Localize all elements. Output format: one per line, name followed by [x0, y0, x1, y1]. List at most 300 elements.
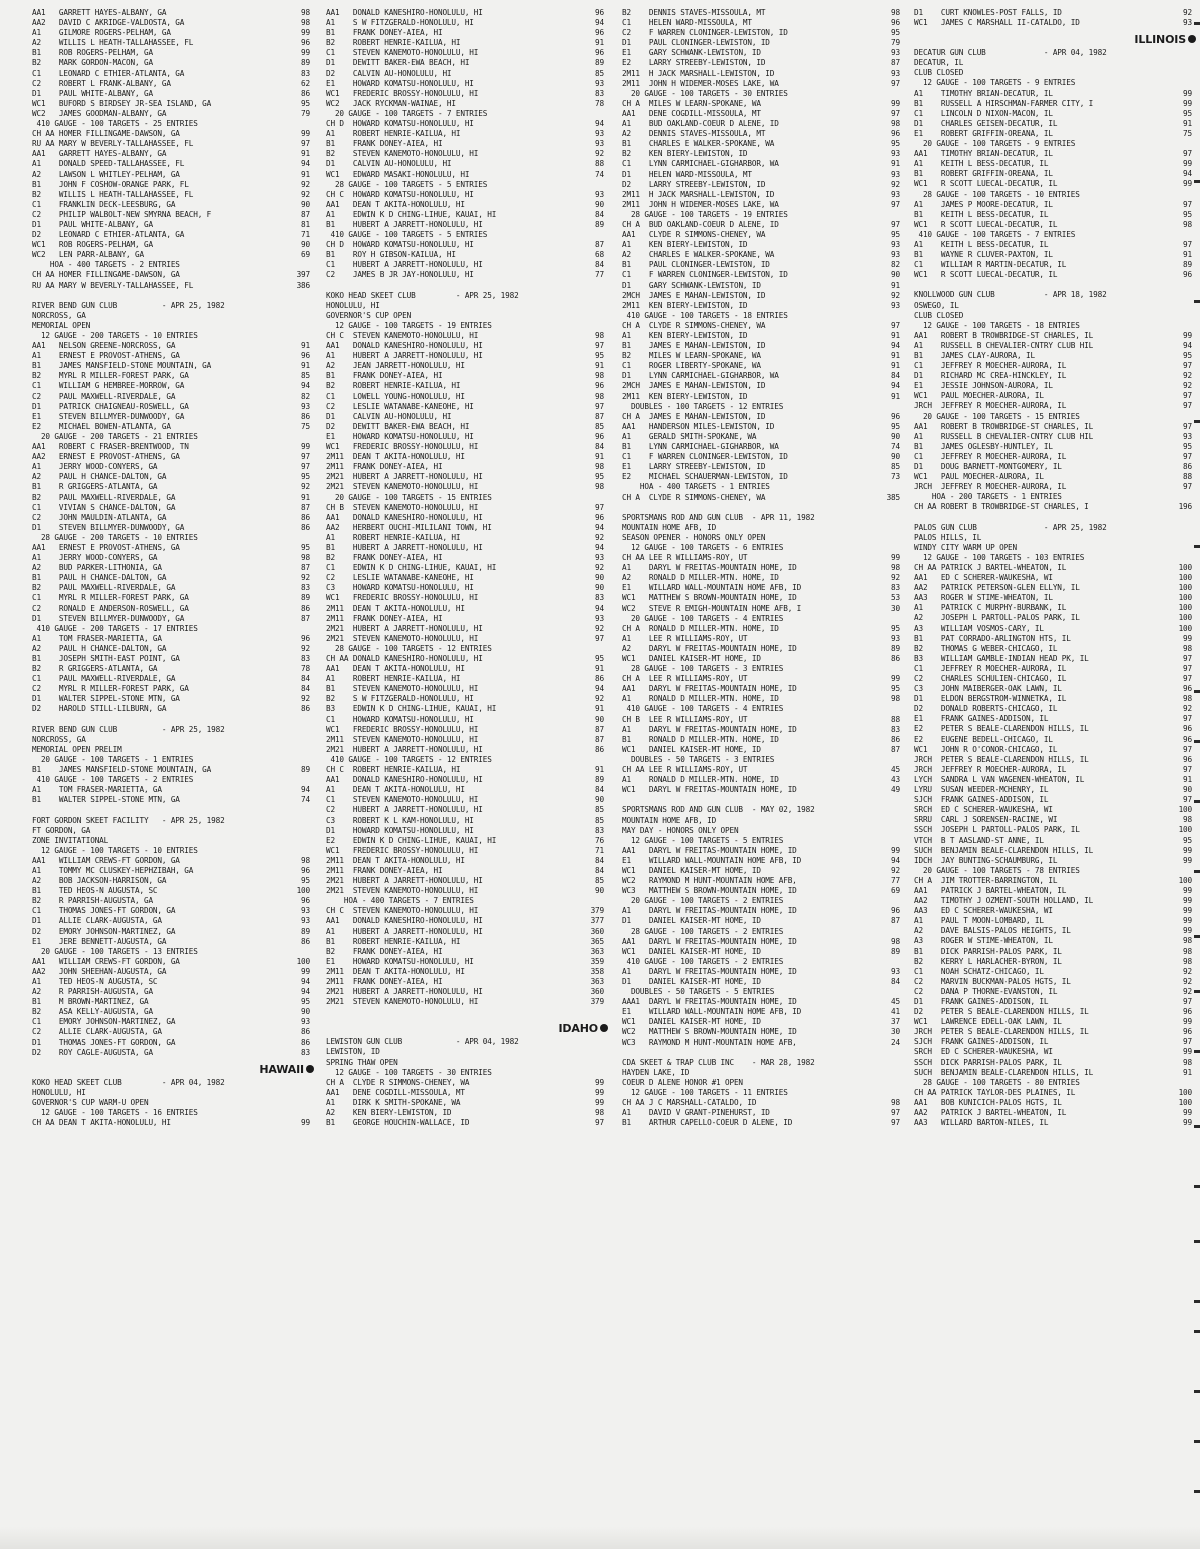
result-row [326, 583, 614, 593]
shooter-name: LARRY STREEBY-LEWISTON, ID [648, 58, 766, 68]
score: 90 [595, 714, 604, 724]
result-row [326, 725, 614, 735]
result-row [326, 139, 614, 149]
shooter-name: DIRK K SMITH-SPOKANE, WA [352, 1097, 461, 1107]
shooter-name: EDWARD MASAKI-HONOLULU, HI [352, 169, 470, 179]
score: 95 [1183, 108, 1192, 118]
class-code: A1 [326, 18, 353, 28]
shooter-name: DONALD KANESHIRO-HONOLULU, HI [352, 916, 483, 926]
score: 87 [595, 734, 604, 744]
margin-tick [1194, 1050, 1200, 1053]
result-row [914, 785, 1200, 795]
score: 98 [891, 694, 900, 704]
result-row [326, 351, 614, 361]
shooter-name: ROBERT HENRIE-KAILUA, HI [352, 674, 461, 684]
shooter-name: SUSAN WEEDER-MCHENRY, IL [940, 785, 1049, 795]
shooter-name: TIMOTHY BRIAN-DECATUR, IL [940, 149, 1053, 159]
result-row [622, 260, 910, 270]
class-code: E1 [326, 431, 353, 441]
shooter-name: ERNEST E PROVOST-ATHENS, GA [58, 452, 180, 462]
shooter-name: LYNN CARMICHAEL-GIGHARBOR, WA [648, 442, 779, 452]
result-row [914, 502, 1200, 512]
score: 91 [1183, 1067, 1192, 1077]
shooter-name: ROGER W STIME-WHEATON, IL [940, 593, 1053, 603]
shooter-name: DONALD KANESHIRO-HONOLULU, HI [352, 341, 483, 351]
score: 86 [301, 603, 310, 613]
result-row [622, 644, 910, 654]
result-row [32, 927, 320, 937]
result-row [914, 119, 1200, 129]
score: 83 [595, 593, 604, 603]
class-code: AA1 [914, 330, 941, 340]
result-row [622, 674, 910, 684]
shooter-name: PAUL MAXWELL-RIVERDALE, GA [58, 391, 176, 401]
section-heading: 410 GAUGE - 100 TARGETS - 25 ENTRIES [32, 119, 198, 129]
result-row [32, 170, 320, 180]
score: 94 [301, 381, 310, 391]
score: 97 [891, 78, 900, 88]
section-heading: 20 GAUGE - 100 TARGETS - 9 ENTRIES [914, 139, 1076, 149]
shooter-name: KEN BIERY-LEWISTON, ID [648, 331, 748, 340]
score: 98 [301, 18, 310, 28]
class-code: WC1 [914, 744, 941, 754]
class-code: D1 [914, 997, 941, 1006]
result-row [326, 371, 614, 381]
class-code: A2 [622, 129, 649, 139]
shooter-name: LAWRENCE EDELL-OAK LAWN, IL [940, 1017, 1062, 1027]
shooter-name: PETER S BEALE-CLARENDON HILLS, IL [940, 724, 1089, 734]
class-code: C1 [622, 452, 649, 462]
result-row [622, 250, 910, 260]
score: 358 [590, 966, 604, 976]
score: 91 [891, 391, 900, 401]
shooter-name: HOWARD KOMATSU-HONOLULU, HI [352, 240, 474, 250]
result-row [32, 937, 320, 947]
score: 99 [1183, 916, 1192, 926]
result-row [326, 452, 614, 462]
class-code: C1 [32, 381, 59, 391]
result-row [326, 361, 614, 371]
result-row [622, 765, 910, 775]
result-row [326, 573, 614, 583]
class-code: C2 [32, 512, 59, 522]
shooter-name: STEVEN BILLMYER-DUNWOODY, GA [58, 522, 185, 532]
shooter-name: WILLARD WALL-MOUNTAIN HOME AFB, ID [648, 1007, 802, 1017]
class-code: A1 [326, 129, 353, 139]
section-heading: 28 GAUGE - 200 TARGETS - 10 ENTRIES [32, 532, 198, 542]
score: 97 [1183, 401, 1192, 411]
score: 93 [891, 68, 900, 78]
class-code: AA2 [32, 966, 59, 976]
spacer [622, 503, 910, 513]
result-row [326, 906, 614, 916]
score: 94 [301, 785, 310, 795]
score: 90 [301, 1007, 310, 1017]
class-code: A1 [914, 340, 941, 350]
shooter-name: STEVEN KANEMOTO-HONOLULU, HI [352, 633, 479, 643]
score: 93 [301, 906, 310, 916]
shooter-name: CHARLES GEISEN-DECATUR, IL [940, 118, 1058, 128]
class-code: JRCH [914, 401, 941, 411]
class-code: A1 [326, 785, 353, 795]
class-code: 2M11 [326, 452, 353, 462]
class-code: A2 [32, 38, 59, 48]
class-code: B1 [914, 169, 941, 179]
section-heading: 28 GAUGE - 100 TARGETS - 2 ENTRIES [622, 926, 784, 936]
shooter-name: PAUL CLONINGER-LEWISTON, ID [648, 38, 770, 48]
score: 98 [1183, 936, 1192, 946]
result-row [326, 664, 614, 674]
score: 99 [301, 966, 310, 976]
shooter-name: FRANK DONEY-AIEA, HI [352, 613, 443, 623]
class-code: CH A [326, 1077, 353, 1087]
result-row [622, 58, 910, 68]
shooter-name: R PARRISH-AUGUSTA, GA [58, 987, 153, 997]
shooter-name: RONALD E ANDERSON-ROSWELL, GA [58, 603, 189, 613]
result-row [32, 270, 320, 280]
shooter-name: RICHARD MC CREA-HINCKLEY, IL [940, 371, 1067, 381]
class-code: D1 [914, 371, 941, 381]
shooter-name: DONALD KANESHIRO-HONOLULU, HI [352, 512, 483, 522]
class-code: E1 [914, 714, 941, 724]
class-code: WC1 [622, 785, 649, 795]
class-code: A2 [32, 472, 59, 482]
class-code: C2 [32, 603, 59, 613]
result-row [622, 593, 910, 603]
score: 97 [301, 139, 310, 149]
score: 85 [595, 876, 604, 886]
result-row [32, 351, 320, 361]
result-row [32, 392, 320, 402]
result-row [326, 916, 614, 926]
shooter-name: NOAH SCHATZ-CHICAGO, IL [940, 966, 1044, 976]
result-row [914, 1037, 1200, 1047]
score: 91 [301, 492, 310, 502]
class-code: CH AA [32, 1118, 59, 1128]
class-code: B2 [32, 664, 59, 674]
section-heading: CLUB CLOSED [914, 68, 964, 78]
shooter-name: JAMES E MAHAN-LEWISTON, ID [648, 341, 766, 351]
class-code: D2 [32, 704, 59, 714]
class-code: B2 [32, 492, 59, 502]
result-row [914, 169, 1200, 179]
class-code: AA1 [622, 230, 649, 240]
result-row [914, 260, 1200, 270]
class-code: D1 [326, 825, 353, 835]
class-code: WC1 [326, 442, 353, 452]
shooter-name: DARYL W FREITAS-MOUNTAIN HOME, ID [648, 643, 797, 653]
score: 360 [590, 926, 604, 936]
result-row [326, 99, 614, 109]
class-code: AA1 [622, 684, 649, 694]
score: 92 [301, 189, 310, 199]
class-code: A1 [326, 926, 353, 936]
class-code: E2 [326, 835, 353, 845]
score: 71 [301, 230, 310, 240]
shooter-name: FRANK DONEY-AIEA, HI [352, 371, 443, 381]
result-row [32, 674, 320, 684]
class-code: A2 [32, 169, 59, 179]
result-row [622, 220, 910, 230]
class-code: SSCH [914, 1057, 941, 1067]
result-row [622, 1118, 910, 1128]
class-code: B2 [326, 553, 353, 563]
result-row [326, 412, 614, 422]
shooter-name: HUBERT A JARRETT-HONOLULU, HI [352, 987, 483, 997]
result-row [914, 1068, 1200, 1078]
shooter-name: MICHAEL SCHAUERMAN-LEWISTON, ID [648, 472, 788, 482]
result-row [326, 503, 614, 513]
spacer [326, 281, 614, 291]
class-code: A2 [326, 361, 353, 371]
score: 95 [891, 421, 900, 431]
shooter-name: DEAN T AKITA-HONOLULU, HI [352, 452, 465, 462]
score: 89 [891, 946, 900, 956]
margin-tick-marks [1188, 0, 1200, 1549]
result-row [622, 321, 910, 331]
section-heading: 12 GAUGE - 100 TARGETS - 10 ENTRIES [32, 845, 198, 855]
class-code: WC1 [326, 88, 353, 98]
class-code: CH C [326, 331, 353, 340]
result-row [622, 997, 910, 1007]
result-row [622, 159, 910, 169]
result-row [32, 422, 320, 432]
score: 91 [301, 149, 310, 159]
class-code: C2 [914, 674, 941, 683]
score: 91 [595, 361, 604, 371]
section-heading: 28 GAUGE - 100 TARGETS - 5 ENTRIES [326, 179, 488, 189]
result-row [326, 200, 614, 210]
class-code: C2 [32, 391, 59, 401]
score: 98 [891, 936, 900, 946]
score: 99 [1183, 855, 1192, 865]
score: 90 [595, 795, 604, 805]
result-row [32, 48, 320, 58]
score: 82 [301, 391, 310, 401]
shooter-name: B T AASLAND-ST ANNE, IL [940, 835, 1044, 845]
result-row [32, 573, 320, 583]
shooter-name: LYNN CARMICHAEL-GIGHARBOR, WA [648, 159, 779, 169]
result-row [914, 825, 1200, 835]
result-row [32, 523, 320, 533]
class-code: AA1 [32, 855, 59, 865]
score: 77 [595, 270, 604, 280]
score: 93 [595, 129, 604, 139]
section-heading: KOKO HEAD SKEET CLUB - APR 04, 1982 [32, 1077, 225, 1087]
class-code: WC1 [622, 865, 649, 875]
class-code: AA3 [914, 593, 941, 603]
class-code: 2M11 [326, 977, 353, 986]
shooter-name: PATRICK J BARTEL-WHEATON, IL [940, 562, 1067, 572]
shooter-name: EUGENE BEDELL-CHICAGO, IL [940, 734, 1053, 744]
result-row [32, 1007, 320, 1017]
class-code: D2 [326, 68, 353, 78]
result-row [914, 200, 1200, 210]
score: 90 [1183, 785, 1192, 795]
score: 86 [301, 512, 310, 522]
class-code: AA1 [32, 8, 59, 17]
shooter-name: KEITH L BESS-DECATUR, IL [940, 159, 1049, 169]
result-row [326, 240, 614, 250]
class-code: AA1 [326, 8, 353, 17]
spacer [326, 1007, 614, 1017]
score: 97 [1183, 391, 1192, 401]
result-row [622, 371, 910, 381]
score: 96 [595, 431, 604, 441]
shooter-name: CLYDE R SIMMONS-CHENEY, WA [648, 230, 766, 240]
class-code: CH A [622, 320, 649, 330]
score: 90 [595, 573, 604, 583]
class-code: D1 [622, 371, 649, 381]
score: 96 [301, 633, 310, 643]
margin-tick [1194, 1330, 1200, 1333]
result-row [32, 18, 320, 28]
section-heading: LEWISTON, ID [326, 1047, 380, 1057]
result-row [326, 553, 614, 563]
shooter-name: PAUL WHITE-ALBANY, GA [58, 219, 153, 229]
class-code: 2M11 [622, 199, 649, 209]
shooter-name: LEN PARR-ALBANY, GA [58, 250, 144, 260]
shooter-name: ROBERT HENRIE-KAILUA, HI [352, 38, 461, 48]
score: 90 [595, 199, 604, 209]
class-code: B1 [32, 179, 59, 189]
score: 93 [1183, 431, 1192, 441]
class-code: D1 [326, 58, 353, 68]
class-code: D2 [32, 1047, 59, 1057]
class-code: CH C [326, 189, 353, 199]
score: 76 [595, 835, 604, 845]
score: 89 [301, 58, 310, 68]
shooter-name: FRANK DONEY-AIEA, HI [352, 462, 443, 472]
score: 98 [595, 462, 604, 472]
score: 363 [590, 977, 604, 986]
shooter-name: PHILIP WALBOLT-NEW SMYRNA BEACH, F [58, 209, 212, 219]
score: 89 [301, 765, 310, 775]
shooter-name: KEN BIERY-LEWISTON, ID [648, 149, 748, 159]
class-code: WC1 [914, 270, 941, 280]
result-row [622, 452, 910, 462]
class-code: 2M21 [326, 633, 353, 643]
result-row [622, 624, 910, 634]
class-code: AA2 [326, 522, 353, 532]
shooter-name: HAROLD STILL-LILBURN, GA [58, 704, 167, 714]
shooter-name: TOM FRASER-MARIETTA, GA [58, 633, 162, 643]
score: 99 [1183, 885, 1192, 895]
class-code: C3 [326, 815, 353, 825]
score: 86 [891, 734, 900, 744]
shooter-name: GARY SCHWANK-LEWISTON, ID [648, 48, 761, 58]
result-row [622, 281, 910, 291]
score: 99 [891, 674, 900, 684]
score: 94 [595, 542, 604, 552]
shooter-name: ERNEST E PROVOST-ATHENS, GA [58, 542, 180, 552]
result-row [622, 119, 910, 129]
shooter-name: LOWELL YOUNG-HONOLULU, HI [352, 391, 465, 401]
result-row [914, 987, 1200, 997]
section-heading: 410 GAUGE - 100 TARGETS - 18 ENTRIES [622, 310, 788, 320]
shooter-name: ASA KELLY-AUGUSTA, GA [58, 1007, 153, 1017]
class-code: A1 [914, 916, 941, 926]
score: 97 [1183, 1037, 1192, 1047]
score: 91 [891, 361, 900, 371]
class-code: D1 [32, 916, 59, 926]
class-code: 2M11 [326, 855, 353, 865]
class-code: A1 [622, 563, 649, 573]
shooter-name: ROBERT GRIFFIN-OREANA, IL [940, 128, 1053, 138]
score: 83 [595, 825, 604, 835]
shooter-name: DANIEL KAISER-MT HOME, ID [648, 977, 761, 986]
result-row [32, 89, 320, 99]
score: 98 [891, 563, 900, 573]
shooter-name: DANIEL KAISER-MT HOME, ID [648, 654, 761, 663]
shooter-name: JAMES OGLESBY-HUNTLEY, IL [940, 441, 1053, 451]
shooter-name: JERRY WOOD-CONYERS, GA [58, 553, 158, 563]
result-row [326, 816, 614, 826]
shooter-name: J C MARSHALL-CATALDO, ID [648, 1098, 757, 1108]
shooter-name: FREDERIC BROSSY-HONOLULU, HI [352, 593, 479, 603]
class-code: C1 [622, 361, 649, 371]
result-row [32, 220, 320, 230]
shooter-name: JERRY WOOD-CONYERS, GA [58, 462, 158, 472]
score: 83 [301, 583, 310, 593]
margin-tick [1194, 300, 1200, 303]
class-code: A2 [326, 1108, 353, 1118]
result-row [914, 886, 1200, 896]
section-heading: SPORTSMANS ROD AND GUN CLUB - MAY 02, 1982 [622, 805, 815, 815]
class-code: AA2 [914, 896, 941, 906]
score: 69 [891, 886, 900, 896]
class-code: A1 [914, 199, 941, 209]
class-code: 2M11 [326, 462, 353, 472]
result-row [32, 513, 320, 523]
spacer [914, 513, 1200, 523]
shooter-name: FRANK DONEY-AIEA, HI [352, 977, 443, 986]
score: 94 [595, 119, 604, 129]
class-code: WC2 [622, 876, 649, 886]
shooter-name: STEVEN KANEMOTO-HONOLULU, HI [352, 997, 479, 1007]
section-heading: 20 GAUGE - 100 TARGETS - 2 ENTRIES [622, 896, 784, 906]
result-row [622, 634, 910, 644]
class-code: D1 [622, 977, 649, 986]
result-row [32, 785, 320, 795]
result-row [32, 79, 320, 89]
score: 84 [595, 865, 604, 875]
result-row [32, 503, 320, 513]
score: 86 [1183, 462, 1192, 472]
shooter-name: JAMES C MARSHALL II-CATALDO, ID [940, 18, 1080, 28]
shooter-name: PETER S BEALE-CLARENDON HILLS, IL [940, 1027, 1089, 1037]
result-row [326, 987, 614, 997]
score: 74 [301, 795, 310, 805]
score: 91 [301, 169, 310, 179]
shooter-name: STEVEN KANEMOTO-HONOLULU, HI [352, 886, 479, 896]
shooter-name: DENE COGDILL-MISSOULA, MT [352, 1087, 465, 1097]
shooter-name: STEVE R EMIGH-MOUNTAIN HOME AFB, I [648, 603, 802, 613]
score: 97 [1183, 795, 1192, 805]
class-code: C1 [326, 48, 353, 58]
shooter-name: H JACK MARSHALL-LEWISTON, ID [648, 68, 775, 78]
shooter-name: PATRICK TAYLOR-DES PLAINES, IL [940, 1087, 1076, 1097]
class-code: A2 [32, 563, 59, 573]
class-code: JRCH [914, 764, 941, 774]
class-code: A1 [622, 633, 649, 643]
shooter-name: EMORY JOHNSON-MARTINEZ, GA [58, 926, 176, 936]
result-row [914, 906, 1200, 916]
class-code: B1 [326, 371, 353, 381]
shooter-name: RONALD D MILLER-MTN. HOME, ID [648, 694, 779, 704]
shooter-name: JAMES MANSFIELD-STONE MOUNTAIN, GA [58, 361, 212, 371]
class-code: A1 [32, 28, 59, 38]
